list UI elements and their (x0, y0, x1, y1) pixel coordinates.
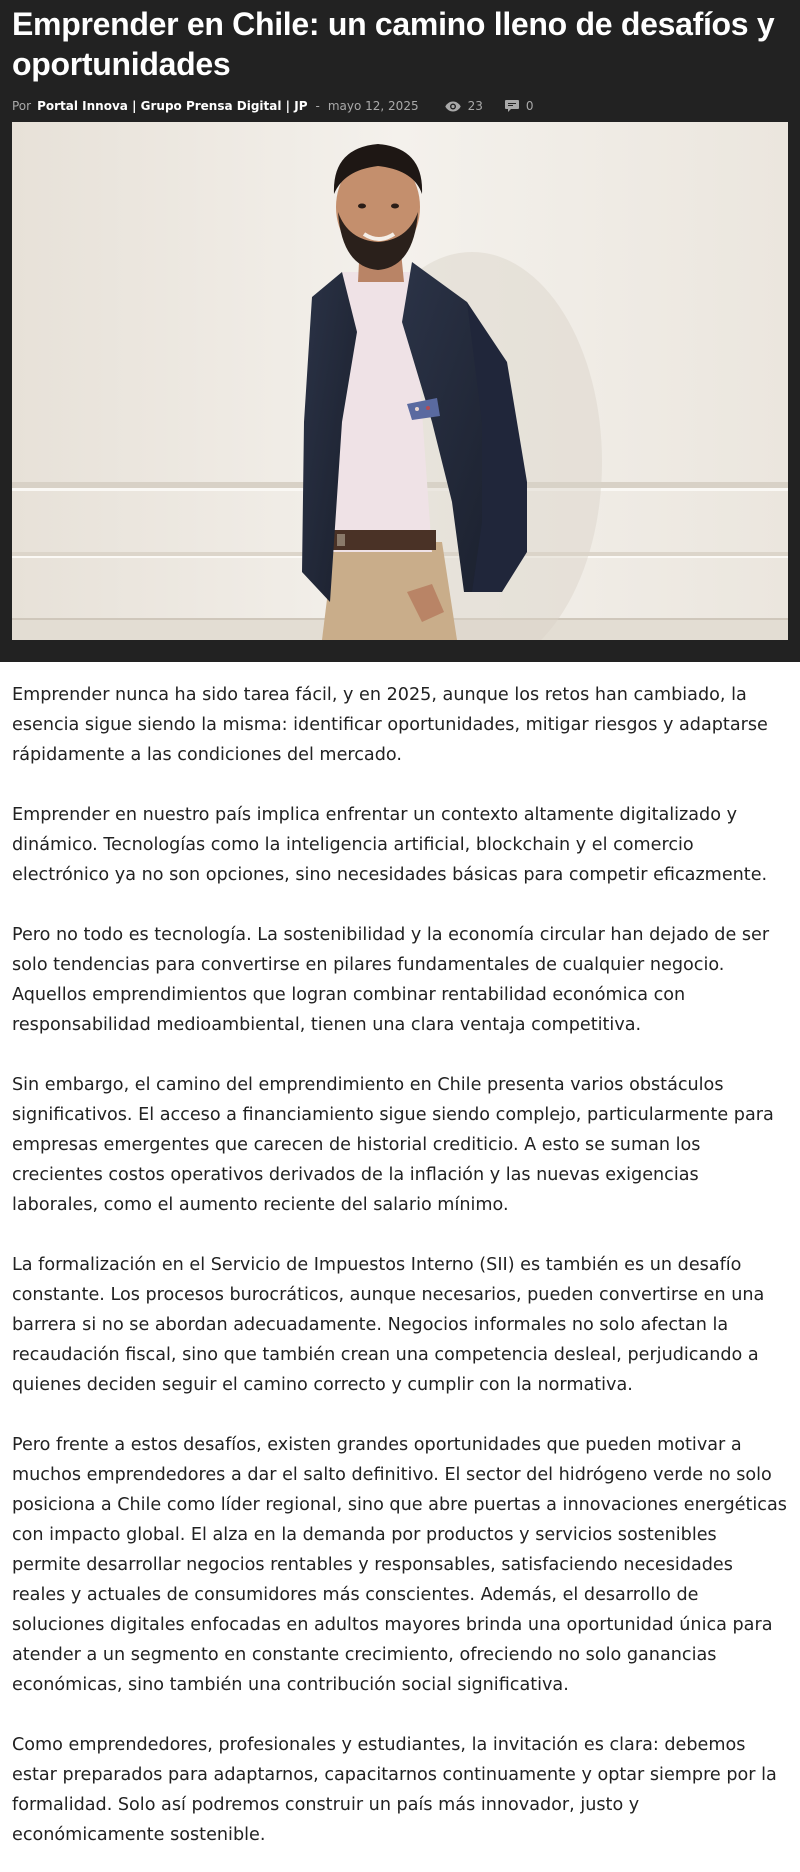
article-header (0, 0, 800, 662)
article-body (0, 662, 800, 1850)
comment-icon (505, 100, 519, 112)
paragraph: Pero frente a estos desafíos, existen grandes oportunidades que pueden motivar a muchos emprendedores a dar el salto definitivo. El sector del hidrógeno verde no solo posiciona a Chile como líder regional, sino que abre puertas a innovaciones energéticas con impacto global. El alza en la demanda por productos y servicios sostenibles permite desarrollar negocios rentables y responsables, satisfaciendo necesidades reales y actuales de consumidores más conscientes. Además, el desarrollo de soluciones digitales enfocadas en adultos mayores brinda una oportunidad única para atender a un segmento en constante crecimiento, ofreciendo no solo ganancias económicas, sino también una contribución social significativa. (12, 1435, 787, 1695)
meta-separator: - (315, 99, 320, 113)
article-meta (12, 91, 788, 121)
by-label: Por (12, 99, 32, 113)
comments-value: 0 (525, 99, 534, 113)
eye-icon (445, 101, 461, 112)
paragraph: Como emprendedores, profesionales y estudiantes, la invitación es clara: debemos estar preparados para adaptarnos, capacitarnos continuamente y optar siempre por la formalidad. Solo así podremos construir un país más innovador, justo y económicamente sostenible. (12, 1735, 777, 1845)
paragraph: Sin embargo, el camino del emprendimiento en Chile presenta varios obstáculos significativos. El acceso a financiamiento sigue siendo complejo, particularmente para empresas emergentes que carecen de historial crediticio. A esto se suman los crecientes costos operativos derivados de la inflación y las nuevas exigencias laborales, como el aumento reciente del salario mínimo. (12, 1075, 774, 1215)
paragraph: Emprender nunca ha sido tarea fácil, y en 2025, aunque los retos han cambiado, la esencia sigue siendo la misma: identificar oportunidades, mitigar riesgos y adaptarse rápidamente a las condiciones del mercado. (12, 685, 768, 765)
comments-count[interactable] (505, 99, 534, 113)
featured-image (12, 122, 788, 640)
article-title: Emprender en Chile: un camino lleno de desafíos y oportunidades (12, 6, 775, 82)
paragraph: Emprender en nuestro país implica enfrentar un contexto altamente digitalizado y dinámico. Tecnologías como la inteligencia artificial, blockchain y el comercio electrónico ya no son opciones, sino necesidades básicas para competir eficazmente. (12, 805, 768, 885)
author-link[interactable]: Portal Innova | Grupo Prensa Digital | JP (37, 99, 308, 113)
views-value: 23 (467, 99, 483, 113)
paragraph: Pero no todo es tecnología. La sostenibilidad y la economía circular han dejado de ser solo tendencias para convertirse en pilares fundamentales de cualquier negocio. Aquellos emprendimientos que logran combinar rentabilidad económica con responsabilidad medioambiental, tienen una clara ventaja competitiva. (12, 925, 770, 1035)
paragraph: La formalización en el Servicio de Impuestos Interno (SII) es también es un desafío constante. Los procesos burocráticos, aunque necesarios, pueden convertirse en una barrera si no se abordan adecuadamente. Negocios informales no solo afectan la recaudación fiscal, sino que también crean una competencia desleal, perjudicando a quienes deciden seguir el camino correcto y cumplir con la normativa. (12, 1255, 765, 1395)
portrait-photo (12, 122, 788, 640)
views-count (445, 99, 483, 113)
post-date: mayo 12, 2025 (327, 99, 419, 113)
